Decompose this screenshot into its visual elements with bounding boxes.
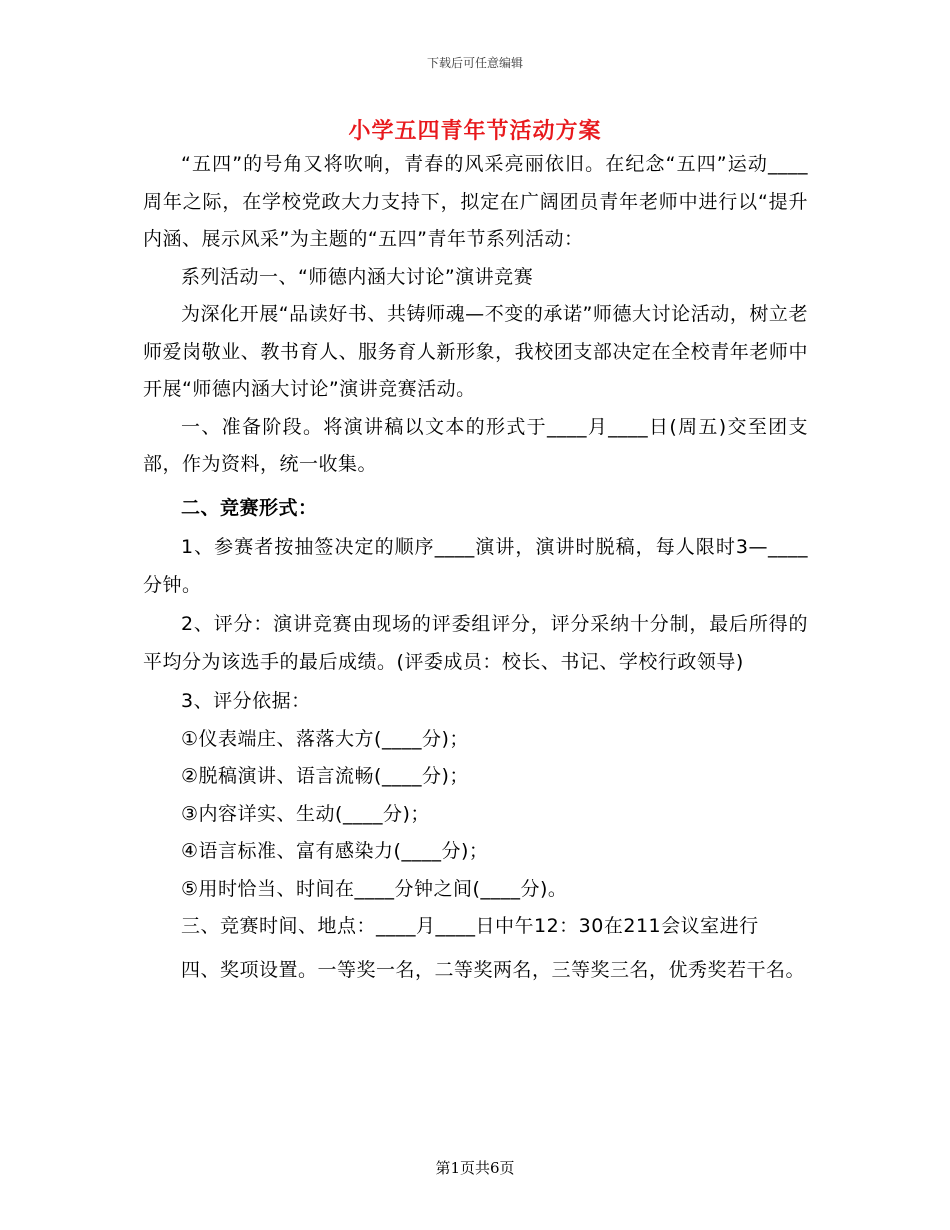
header-note: 下载后可任意编辑 — [426, 56, 523, 70]
paragraph-activity-one: 系列活动一、“师德内涵大讨论”演讲竞赛 — [181, 265, 534, 288]
paragraph-time-place: 三、竞赛时间、地点：____月____日中午12：30在211会议室进行 — [181, 915, 759, 937]
paragraph-rule-2: 2、评分：演讲竞赛由现场的评委组评分，评分采纳十分制，最后所得的平均分为该选手的最后成绩。(评委成员：校长、书记、学校行政领导) — [143, 613, 808, 673]
paragraph-rule-3: 3、评分依据： — [181, 690, 311, 712]
paragraph-purpose: 为深化开展“品读好书、共铸师魂—不变的承诺”师德大讨论活动，树立老师爱岗敬业、教书育人、服务育人新形象，我校团支部决定在全校青年老师中开展“师德内涵大讨论”演讲竞赛活动。 — [143, 303, 808, 400]
page-footer: 第1页共6页 — [435, 1159, 515, 1177]
criteria-item-1: ①仪表端庄、落落大方(____分)； — [181, 727, 469, 750]
paragraph-intro: “五四”的号角又将吹响，青春的风采亮丽依旧。在纪念“五四”运动____周年之际，在学校党政大力支持下，拟定在广阔团员青年老师中进行以“提升内涵、展示风采”为主题的“五四”青年节系列活动： — [143, 153, 808, 250]
criteria-item-4: ④语言标准、富有感染力(____分)； — [181, 840, 489, 862]
paragraph-format-heading: 二、竞赛形式： — [181, 496, 318, 519]
document-title: 小学五四青年节活动方案 — [348, 119, 602, 144]
paragraph-preparation: 一、准备阶段。将演讲稿以文本的形式于____月____日(周五)交至团支部，作为资料，统一收集。 — [143, 415, 808, 475]
criteria-item-3: ③内容详实、生动(____分)； — [181, 802, 430, 825]
criteria-item-5: ⑤用时恰当、时间在____分钟之间(____分)。 — [181, 877, 568, 900]
document-body — [143, 146, 808, 989]
paragraph-rule-1: 1、参赛者按抽签决定的顺序____演讲，演讲时脱稿，每人限时3—____分钟。 — [143, 536, 808, 596]
criteria-item-2: ②脱稿演讲、语言流畅(____分)； — [181, 765, 469, 787]
paragraph-awards: 四、奖项设置。一等奖一名，二等奖两名，三等奖三名，优秀奖若干名。 — [181, 958, 806, 981]
